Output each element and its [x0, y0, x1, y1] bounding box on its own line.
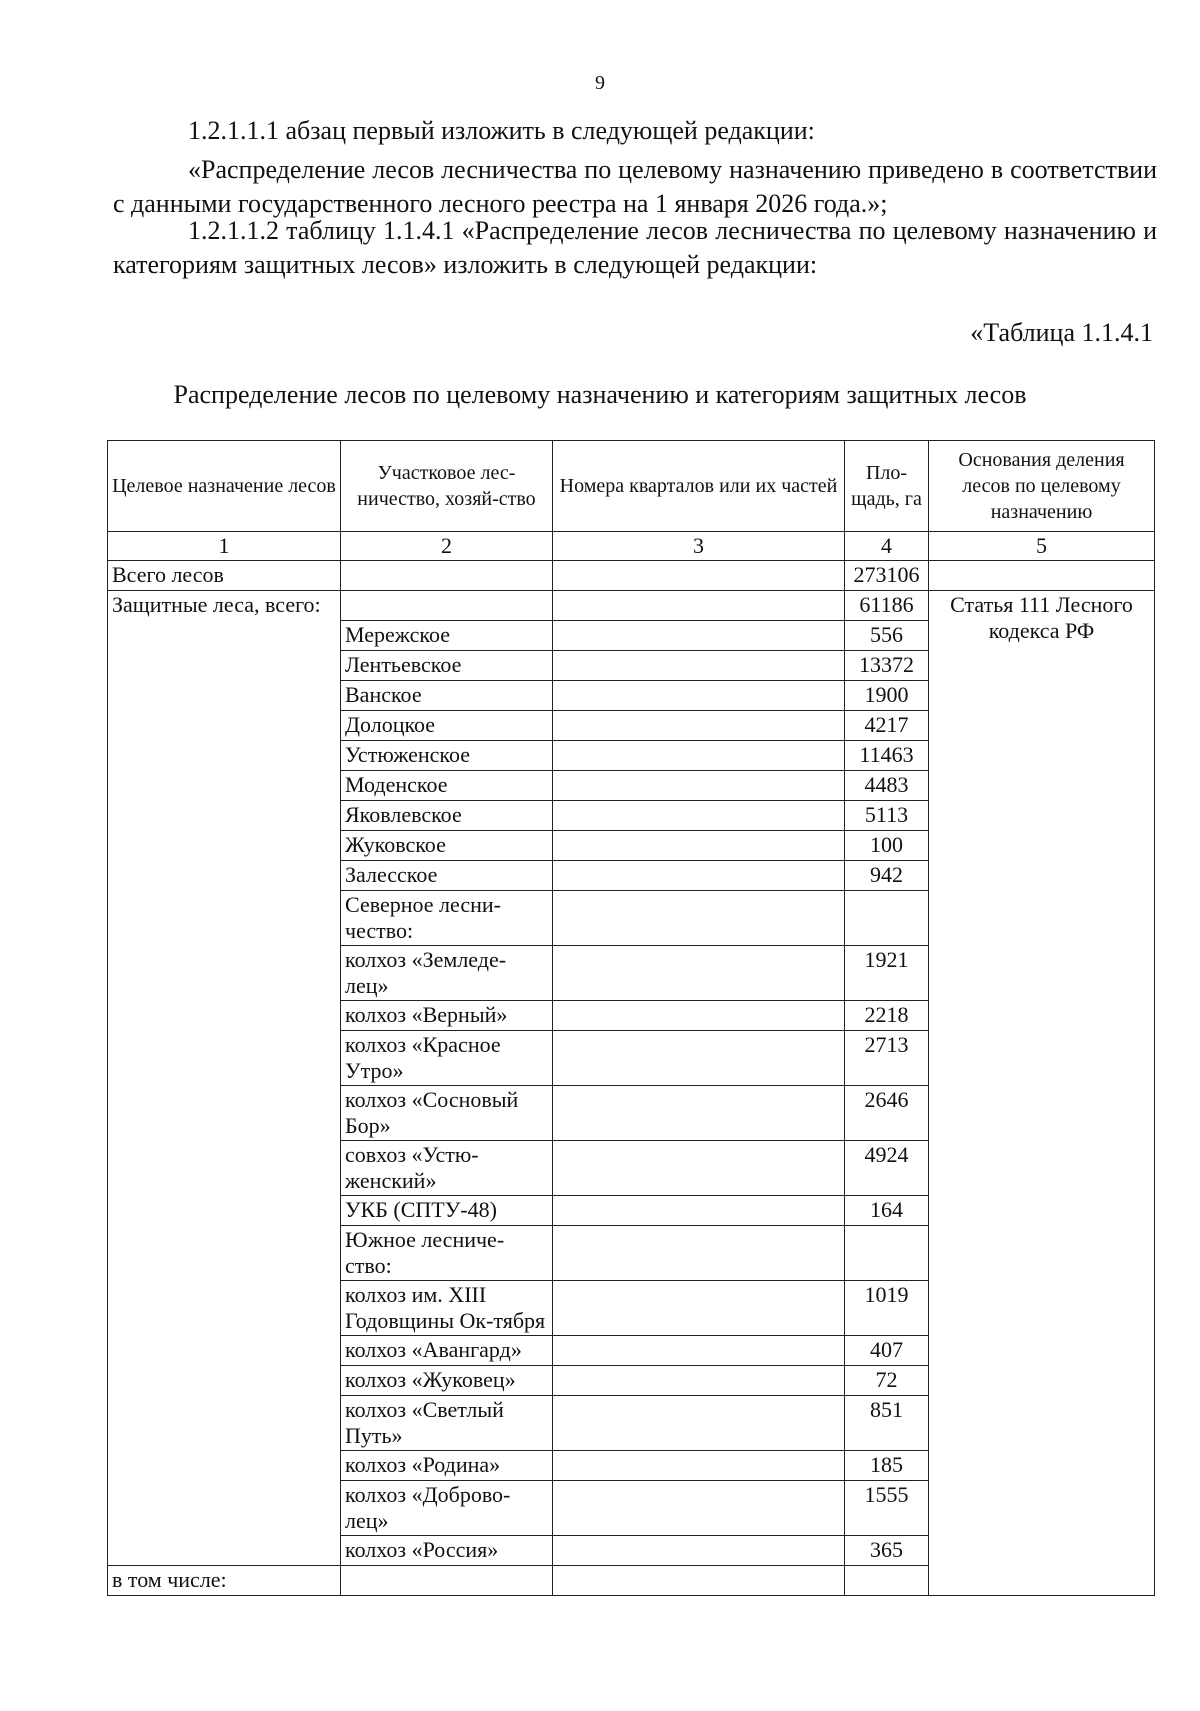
column-number: 1: [108, 532, 341, 561]
area-cell: 164: [845, 1196, 929, 1226]
area-cell: 72: [845, 1366, 929, 1396]
quarters-cell: [553, 1481, 845, 1536]
total-purpose: Всего лесов: [108, 561, 341, 591]
area-cell: 5113: [845, 801, 929, 831]
district-cell: Лентьевское: [341, 651, 553, 681]
area-cell: 2218: [845, 1001, 929, 1031]
subtotal-purpose: в том числе:: [108, 1566, 341, 1596]
district-cell: Южное лесниче-ство:: [341, 1226, 553, 1281]
quarters-cell: [553, 1536, 845, 1566]
area-cell: [845, 891, 929, 946]
quarters-cell: [553, 801, 845, 831]
protective-purpose: Защитные леса, всего:: [108, 591, 341, 1566]
paragraph-1: 1.2.1.1.1 абзац первый изложить в следующей редакции:: [188, 116, 815, 145]
quarters-cell: [553, 621, 845, 651]
quarters-cell: [553, 1281, 845, 1336]
table-label: «Таблица 1.1.4.1: [970, 318, 1153, 347]
quarters-cell: [553, 1141, 845, 1196]
quarters-cell: [553, 891, 845, 946]
district-cell: колхоз «Родина»: [341, 1451, 553, 1481]
protective-basis: Статья 111 Лесного кодекса РФ: [929, 591, 1155, 1596]
header-area: Пло-щадь, га: [845, 441, 929, 532]
district-cell: Устюженское: [341, 741, 553, 771]
area-cell: 11463: [845, 741, 929, 771]
area-cell: 1019: [845, 1281, 929, 1336]
quarters-cell: [553, 681, 845, 711]
quarters-cell: [553, 711, 845, 741]
area-cell: 100: [845, 831, 929, 861]
area-cell: 2713: [845, 1031, 929, 1086]
area-cell: 942: [845, 861, 929, 891]
area-cell: 185: [845, 1451, 929, 1481]
quarters-cell: [553, 1086, 845, 1141]
district-cell: колхоз им. XIII Годовщины Ок-тября: [341, 1281, 553, 1336]
total-area: 273106: [845, 561, 929, 591]
area-cell: 365: [845, 1536, 929, 1566]
quarters-cell: [553, 771, 845, 801]
district-cell: колхоз «Авангард»: [341, 1336, 553, 1366]
quarters-cell: [553, 741, 845, 771]
district-cell: колхоз «Светлый Путь»: [341, 1396, 553, 1451]
area-cell: 2646: [845, 1086, 929, 1141]
column-number: 4: [845, 532, 929, 561]
table-title: Распределение лесов по целевому назначению и категориям защитных лесов: [173, 380, 1027, 409]
quarters-cell: [553, 1336, 845, 1366]
paragraph-2: «Распределение лесов лесничества по целевому назначению приведено в соответствии с данными государственного лесного реестра на 1 января 2026 года.»;: [113, 155, 1157, 218]
area-cell: 407: [845, 1336, 929, 1366]
header-purpose: Целевое назначение лесов: [108, 441, 341, 532]
column-number: 2: [341, 532, 553, 561]
district-cell: Залесское: [341, 861, 553, 891]
area-cell: [845, 1226, 929, 1281]
area-cell: 13372: [845, 651, 929, 681]
district-cell: колхоз «Земледе-лец»: [341, 946, 553, 1001]
quarters-cell: [553, 861, 845, 891]
district-cell: Северное лесни-чество:: [341, 891, 553, 946]
district-cell: Жуковское: [341, 831, 553, 861]
quarters-cell: [553, 1226, 845, 1281]
quarters-cell: [553, 831, 845, 861]
quarters-cell: [553, 1196, 845, 1226]
quarters-cell: [553, 1001, 845, 1031]
forest-distribution-table: [107, 440, 1155, 1596]
header-basis: Основания деления лесов по целевому назначению: [929, 441, 1155, 532]
district-cell: Долоцкое: [341, 711, 553, 741]
column-number: 5: [929, 532, 1155, 561]
quarters-cell: [553, 1366, 845, 1396]
district-cell: Яковлевское: [341, 801, 553, 831]
district-cell: совхоз «Устю-женский»: [341, 1141, 553, 1196]
district-cell: колхоз «Верный»: [341, 1001, 553, 1031]
header-quarters: Номера кварталов или их частей: [553, 441, 845, 532]
area-cell: 1900: [845, 681, 929, 711]
protective-area: 61186: [845, 591, 929, 621]
district-cell: колхоз «Жуковец»: [341, 1366, 553, 1396]
area-cell: 4924: [845, 1141, 929, 1196]
quarters-cell: [553, 946, 845, 1001]
district-cell: Ванское: [341, 681, 553, 711]
protective-row: [108, 591, 1155, 621]
area-cell: 4217: [845, 711, 929, 741]
area-cell: 851: [845, 1396, 929, 1451]
column-number-row: [108, 532, 1155, 561]
district-cell: колхоз «Красное Утро»: [341, 1031, 553, 1086]
district-cell: УКБ (СПТУ-48): [341, 1196, 553, 1226]
area-cell: 4483: [845, 771, 929, 801]
total-row: [108, 561, 1155, 591]
quarters-cell: [553, 651, 845, 681]
district-cell: колхоз «Сосновый Бор»: [341, 1086, 553, 1141]
district-cell: Моденское: [341, 771, 553, 801]
paragraph-3: 1.2.1.1.2 таблицу 1.1.4.1 «Распределение лесов лесничества по целевому назначению и категориям защитных лесов» изложить в следующей редакции:: [113, 216, 1157, 279]
area-cell: 556: [845, 621, 929, 651]
quarters-cell: [553, 1396, 845, 1451]
district-cell: Мережское: [341, 621, 553, 651]
column-number: 3: [553, 532, 845, 561]
page-number: 9: [595, 72, 605, 94]
district-cell: колхоз «Россия»: [341, 1536, 553, 1566]
area-cell: 1921: [845, 946, 929, 1001]
area-cell: 1555: [845, 1481, 929, 1536]
quarters-cell: [553, 1031, 845, 1086]
header-district: Участковое лес-ничество, хозяй-ство: [341, 441, 553, 532]
district-cell: колхоз «Доброво-лец»: [341, 1481, 553, 1536]
table-header-row: [108, 441, 1155, 532]
quarters-cell: [553, 1451, 845, 1481]
